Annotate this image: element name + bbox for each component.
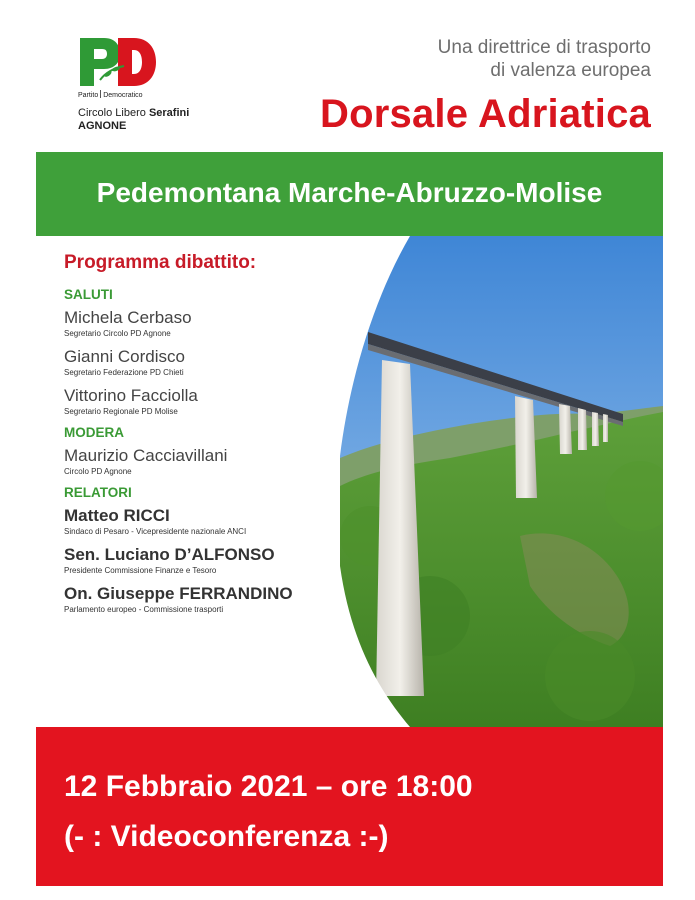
speaker-role: Segretario Circolo PD Agnone — [64, 329, 171, 338]
speaker-role: Presidente Commissione Finanze e Tesoro — [64, 566, 217, 575]
pd-letters-icon — [78, 36, 158, 88]
tagline — [438, 36, 651, 82]
pd-logo — [78, 36, 228, 133]
speaker-name: Sen. Luciano D’ALFONSO — [64, 545, 275, 564]
speaker-name: Gianni Cordisco — [64, 347, 185, 366]
section-heading-modera: MODERA — [64, 425, 124, 440]
section-heading-relatori: RELATORI — [64, 485, 132, 500]
program-title: Programma dibattito: — [64, 252, 257, 273]
speaker-name: Maurizio Cacciavillani — [64, 446, 228, 465]
circolo-prefix: Circolo Libero — [78, 107, 146, 119]
pd-logo-mark — [78, 36, 158, 88]
speaker-name: Matteo RICCI — [64, 506, 170, 525]
subtitle-banner — [36, 152, 663, 236]
tagline-line-2: di valenza europea — [490, 60, 651, 81]
tagline-line-1: Una direttrice di trasporto — [437, 37, 651, 58]
logo-party-name — [78, 90, 228, 99]
viaduct-illustration — [340, 236, 663, 727]
viaduct-photo — [340, 236, 663, 727]
speaker-role: Sindaco di Pesaro - Vicepresidente nazionale ANCI — [64, 527, 247, 536]
speaker-name: Michela Cerbaso — [64, 308, 192, 327]
speaker-name: On. Giuseppe FERRANDINO — [64, 584, 293, 603]
circolo-name: Serafini — [148, 107, 190, 119]
logo-partito: Partito — [78, 92, 99, 99]
circolo-town: AGNONE — [78, 120, 127, 132]
footer-banner — [36, 727, 663, 886]
speaker-role: Circolo PD Agnone — [64, 467, 132, 476]
section-heading-saluti: SALUTI — [64, 287, 113, 302]
event-mode: (- : Videoconferenza :-) — [64, 820, 389, 853]
speaker-role: Parlamento europeo - Commissione trasporti — [64, 605, 224, 614]
speaker-name: Vittorino Facciolla — [64, 386, 198, 405]
speaker-role: Segretario Regionale PD Molise — [64, 407, 178, 416]
page-title: Dorsale Adriatica — [320, 92, 651, 136]
program-section — [64, 252, 364, 623]
speaker-role: Segretario Federazione PD Chieti — [64, 368, 184, 377]
logo-democratico: Democratico — [103, 92, 143, 99]
event-date: 12 Febbraio 2021 – ore 18:00 — [64, 770, 473, 803]
circolo-line — [78, 107, 228, 120]
banner-subtitle: Pedemontana Marche-Abruzzo-Molise — [96, 177, 603, 208]
